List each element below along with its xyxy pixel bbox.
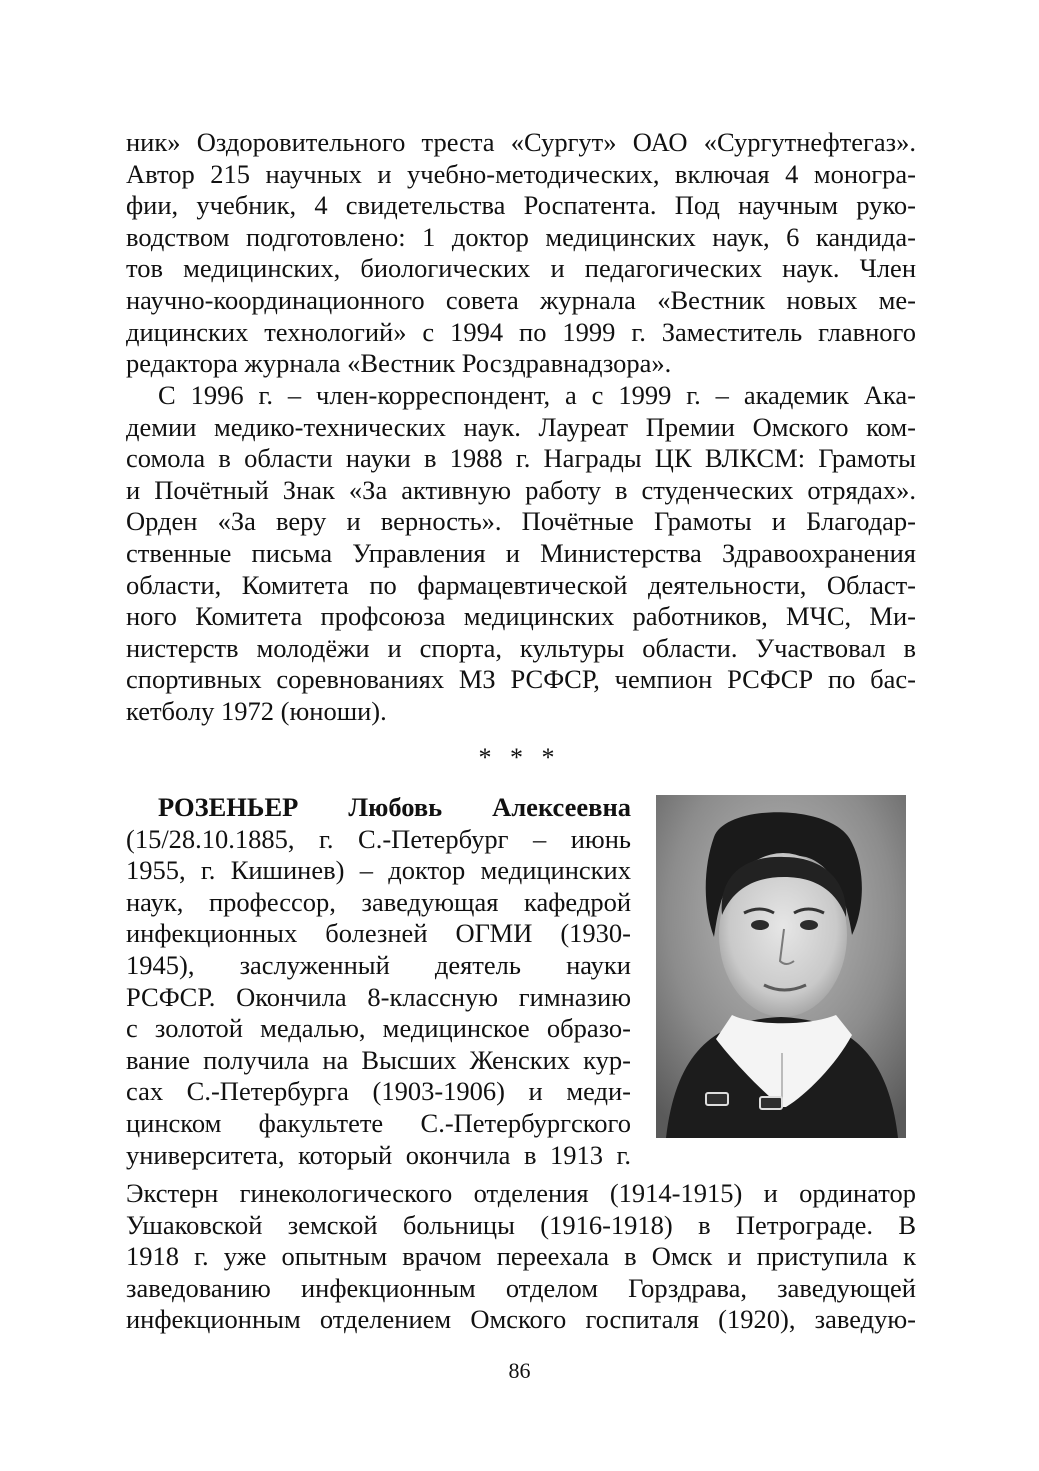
text-line: сомола в области науки в 1988 г. Награды ЦК ВЛКСМ: Грамоты xyxy=(126,443,916,474)
text-line: с золотой медалью, медицинское образо- xyxy=(126,1013,631,1044)
text-line: и Почётный Знак «За активную работу в студенческих отрядах». xyxy=(126,474,916,505)
text-line: С 1996 г. – член-корреспондент, а с 1999 г. – академик Ака- xyxy=(158,380,916,410)
text-line: наук, профессор, заведующая кафедрой xyxy=(126,886,631,917)
paragraph-continuation xyxy=(126,127,916,380)
text-line: заведованию инфекционным отделом Горздрава, заведующей xyxy=(126,1272,916,1303)
text-line: ного Комитета профсоюза медицинских работников, МЧС, Ми- xyxy=(126,601,916,632)
text-line: 1955, г. Кишинев) – доктор медицинских xyxy=(126,855,631,886)
text-line: Ушаковской земской больницы (1916-1918) в Петрограде. В xyxy=(126,1209,916,1240)
text-line: дицинских технологий» с 1994 по 1999 г. Заместитель главного xyxy=(126,316,916,347)
text-line: ственные письма Управления и Министерства Здравоохранения xyxy=(126,537,916,568)
text-line: 1945), заслуженный деятель науки xyxy=(126,949,631,980)
text-line: кетболу 1972 (юноши). xyxy=(126,695,387,726)
text-line: редактора журнала «Вестник Росздравнадзора». xyxy=(126,348,672,379)
biography-continuation xyxy=(126,1178,916,1336)
paragraph-awards xyxy=(126,380,916,728)
text-line: инфекционным отделением Омского госпиталя (1920), заведую- xyxy=(126,1304,916,1335)
text-line: сах С.-Петербурга (1903-1906) и меди- xyxy=(126,1076,631,1107)
text-line: Экстерн гинекологического отделения (1914-1915) и ординатор xyxy=(126,1178,916,1208)
text-line: нистерств молодёжи и спорта, культуры области. Участвовал в xyxy=(126,632,916,663)
text-line: РСФСР. Окончила 8-классную гимназию xyxy=(126,981,631,1012)
portrait-photo xyxy=(656,795,906,1138)
text-line: цинском факультете С.-Петербургского xyxy=(126,1107,631,1138)
person-name: РОЗЕНЬЕР Любовь Алексеевна xyxy=(158,792,631,822)
page-number: 86 xyxy=(508,1358,531,1383)
text-line: 1918 г. уже опытным врачом переехала в Омск и приступила к xyxy=(126,1241,916,1272)
biography-intro xyxy=(126,792,631,1171)
text-line: водством подготовлено: 1 доктор медицинских наук, 6 кандида- xyxy=(126,221,916,252)
text-line: спортивных соревнованиях МЗ РСФСР, чемпион РСФСР по бас- xyxy=(126,664,916,695)
text-line: (15/28.10.1885, г. С.-Петербург – июнь xyxy=(126,823,631,854)
text-line: ник» Оздоровительного треста «Сургут» ОАО «Сургутнефтегаз». xyxy=(126,127,916,157)
text-line: Автор 215 научных и учебно-методических, включая 4 моногра- xyxy=(126,158,916,189)
text-line: демии медико-технических наук. Лауреат Премии Омского ком- xyxy=(126,411,916,442)
text-line: инфекционных болезней ОГМИ (1930- xyxy=(126,918,631,949)
text-line: Орден «За веру и верность». Почётные Грамоты и Благодар- xyxy=(126,506,916,537)
section-separator: * * * xyxy=(478,743,561,772)
text-line: вание получила на Высших Женских кур- xyxy=(126,1044,631,1075)
text-line: области, Комитета по фармацевтической деятельности, Област- xyxy=(126,569,916,600)
text-line: фии, учебник, 4 свидетельства Роспатента. Под научным руко- xyxy=(126,190,916,221)
text-line: тов медицинских, биологических и педагогических наук. Член xyxy=(126,253,916,284)
text-line: научно-координационного совета журнала «Вестник новых ме- xyxy=(126,284,916,315)
text-line: университета, который окончила в 1913 г. xyxy=(126,1139,631,1170)
